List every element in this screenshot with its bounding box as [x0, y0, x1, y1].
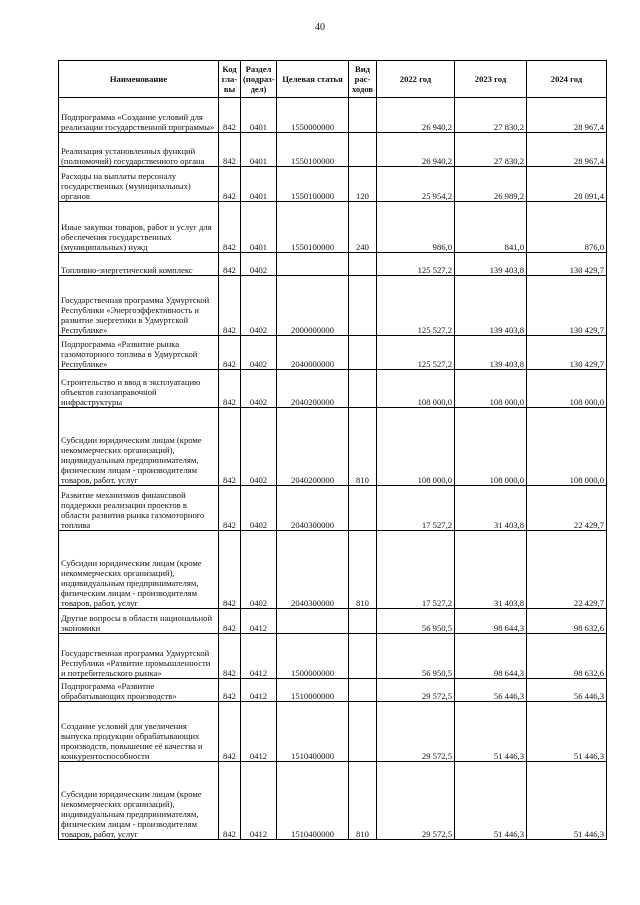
cell-name: Государственная программа Удмуртской Республики «Развитие промышленности и потребительского рынка» [59, 634, 219, 679]
cell-expense [349, 98, 377, 133]
cell-name: Государственная программа Удмуртской Республики «Энергоэффективность и развитие энергетики в Удмуртской Республике» [59, 276, 219, 336]
cell-name: Иные закупки товаров, работ и услуг для обеспечения государственных (муниципальных) нужд [59, 202, 219, 253]
table-row [59, 531, 607, 609]
cell-name: Расходы на выплаты персоналу государственных (муниципальных) органов [59, 167, 219, 202]
cell-2022: 29 572,5 [377, 679, 455, 702]
cell-target: 2040200000 [277, 408, 349, 486]
cell-section: 0412 [241, 762, 277, 840]
cell-expense [349, 276, 377, 336]
table-row [59, 202, 607, 253]
table-row [59, 336, 607, 370]
cell-section: 0401 [241, 202, 277, 253]
cell-name: Строительство и ввод в эксплуатацию объектов газозаправочной инфраструктуры [59, 370, 219, 408]
cell-2023: 139 403,8 [455, 276, 527, 336]
cell-name: Создание условий для увеличения выпуска продукции обрабатывающих производств, повышение её качества и конкурентоспособности [59, 702, 219, 762]
cell-2024: 108 000,0 [527, 370, 607, 408]
cell-target: 1510000000 [277, 679, 349, 702]
table-row [59, 370, 607, 408]
cell-2023: 51 446,3 [455, 702, 527, 762]
cell-target: 1550100000 [277, 202, 349, 253]
cell-2023: 51 446,3 [455, 762, 527, 840]
cell-2022: 56 950,5 [377, 609, 455, 634]
cell-section: 0401 [241, 133, 277, 167]
cell-expense [349, 336, 377, 370]
cell-2024: 130 429,7 [527, 276, 607, 336]
cell-code: 842 [219, 370, 241, 408]
cell-2023: 31 403,8 [455, 531, 527, 609]
cell-expense [349, 702, 377, 762]
cell-section: 0402 [241, 486, 277, 531]
cell-target: 1510400000 [277, 762, 349, 840]
cell-2024: 28 091,4 [527, 167, 607, 202]
cell-expense: 120 [349, 167, 377, 202]
cell-expense: 810 [349, 408, 377, 486]
cell-section: 0402 [241, 370, 277, 408]
cell-2023: 108 000,0 [455, 408, 527, 486]
table-row [59, 276, 607, 336]
cell-code: 842 [219, 702, 241, 762]
cell-section: 0401 [241, 167, 277, 202]
cell-2024: 130 429,7 [527, 253, 607, 276]
header-2023: 2023 год [455, 61, 527, 98]
cell-2023: 31 403,8 [455, 486, 527, 531]
cell-2022: 125 527,2 [377, 336, 455, 370]
header-expense: Вид рас- ходов [349, 61, 377, 98]
cell-expense [349, 634, 377, 679]
cell-name: Развитие механизмов финансовой поддержки реализации проектов в области развития рынка газомоторного топлива [59, 486, 219, 531]
cell-2022: 986,0 [377, 202, 455, 253]
cell-target: 2040000000 [277, 336, 349, 370]
cell-section: 0401 [241, 98, 277, 133]
cell-2022: 17 527,2 [377, 486, 455, 531]
header-code: Код гла- вы [219, 61, 241, 98]
cell-section: 0402 [241, 336, 277, 370]
cell-name: Топливно-энергетический комплекс [59, 253, 219, 276]
cell-target: 1550100000 [277, 133, 349, 167]
cell-section: 0402 [241, 253, 277, 276]
table-row [59, 634, 607, 679]
cell-2023: 98 644,3 [455, 634, 527, 679]
table-body [59, 98, 607, 840]
cell-code: 842 [219, 253, 241, 276]
cell-2023: 139 403,8 [455, 336, 527, 370]
cell-2022: 26 940,2 [377, 133, 455, 167]
cell-target [277, 253, 349, 276]
cell-expense: 810 [349, 531, 377, 609]
cell-code: 842 [219, 634, 241, 679]
cell-name: Другие вопросы в области национальной экономики [59, 609, 219, 634]
cell-expense [349, 253, 377, 276]
cell-2023: 27 830,2 [455, 133, 527, 167]
table-row [59, 762, 607, 840]
cell-name: Подпрограмма «Развитие обрабатывающих производств» [59, 679, 219, 702]
cell-code: 842 [219, 679, 241, 702]
page-number: 40 [315, 22, 325, 33]
cell-code: 842 [219, 336, 241, 370]
cell-expense [349, 486, 377, 531]
cell-2024: 28 967,4 [527, 133, 607, 167]
cell-code: 842 [219, 98, 241, 133]
cell-section: 0402 [241, 276, 277, 336]
table-row [59, 408, 607, 486]
cell-2023: 27 830,2 [455, 98, 527, 133]
table-row [59, 98, 607, 133]
cell-target: 1510400000 [277, 702, 349, 762]
cell-section: 0402 [241, 408, 277, 486]
table-header [59, 61, 607, 98]
cell-section: 0412 [241, 609, 277, 634]
table-row [59, 253, 607, 276]
cell-2024: 51 446,3 [527, 702, 607, 762]
cell-expense [349, 133, 377, 167]
table-row [59, 702, 607, 762]
cell-2023: 841,0 [455, 202, 527, 253]
header-target: Целевая статья [277, 61, 349, 98]
cell-expense [349, 679, 377, 702]
cell-2024: 51 446,3 [527, 762, 607, 840]
table-row [59, 679, 607, 702]
cell-target: 2000000000 [277, 276, 349, 336]
cell-2023: 56 446,3 [455, 679, 527, 702]
cell-2023: 98 644,3 [455, 609, 527, 634]
cell-code: 842 [219, 202, 241, 253]
cell-2022: 29 572,5 [377, 762, 455, 840]
cell-name: Реализация установленных функций (полномочий) государственного органа [59, 133, 219, 167]
cell-name: Подпрограмма «Развитие рынка газомоторного топлива в Удмуртской Республике» [59, 336, 219, 370]
table-row [59, 486, 607, 531]
cell-section: 0402 [241, 531, 277, 609]
cell-target: 2040200000 [277, 370, 349, 408]
header-section: Раздел (подраз- дел) [241, 61, 277, 98]
cell-2024: 98 632,6 [527, 609, 607, 634]
cell-2022: 17 527,2 [377, 531, 455, 609]
cell-2023: 26 989,2 [455, 167, 527, 202]
cell-name: Субсидии юридическим лицам (кроме некоммерческих организаций), индивидуальным предпринимателям, физическим лицам - производителям товаров, работ, услуг [59, 762, 219, 840]
cell-name: Субсидии юридическим лицам (кроме некоммерческих организаций), индивидуальным предпринимателям, физическим лицам - производителям товаров, работ, услуг [59, 408, 219, 486]
cell-expense: 240 [349, 202, 377, 253]
cell-2024: 130 429,7 [527, 336, 607, 370]
table-row [59, 609, 607, 634]
cell-2022: 29 572,5 [377, 702, 455, 762]
budget-table [58, 60, 607, 840]
cell-2024: 22 429,7 [527, 486, 607, 531]
cell-2022: 125 527,2 [377, 276, 455, 336]
cell-section: 0412 [241, 702, 277, 762]
cell-expense: 810 [349, 762, 377, 840]
cell-code: 842 [219, 167, 241, 202]
cell-2023: 108 000,0 [455, 370, 527, 408]
cell-2024: 56 446,3 [527, 679, 607, 702]
cell-code: 842 [219, 762, 241, 840]
cell-2022: 108 000,0 [377, 370, 455, 408]
cell-target: 1550100000 [277, 167, 349, 202]
cell-section: 0412 [241, 634, 277, 679]
cell-2022: 26 940,2 [377, 98, 455, 133]
cell-target: 1550000000 [277, 98, 349, 133]
cell-expense [349, 370, 377, 408]
cell-code: 842 [219, 408, 241, 486]
cell-2024: 28 967,4 [527, 98, 607, 133]
header-2024: 2024 год [527, 61, 607, 98]
cell-target: 1500000000 [277, 634, 349, 679]
cell-target [277, 609, 349, 634]
header-name: Наименование [59, 61, 219, 98]
cell-2024: 108 000,0 [527, 408, 607, 486]
cell-target: 2040300000 [277, 531, 349, 609]
cell-target: 2040300000 [277, 486, 349, 531]
cell-2022: 25 954,2 [377, 167, 455, 202]
cell-code: 842 [219, 486, 241, 531]
cell-2023: 139 403,8 [455, 253, 527, 276]
cell-name: Подпрограмма «Создание условий для реализации государственной программы» [59, 98, 219, 133]
cell-section: 0412 [241, 679, 277, 702]
cell-code: 842 [219, 531, 241, 609]
cell-2022: 108 000,0 [377, 408, 455, 486]
cell-code: 842 [219, 276, 241, 336]
table-row [59, 133, 607, 167]
cell-expense [349, 609, 377, 634]
cell-2024: 98 632,6 [527, 634, 607, 679]
table-row [59, 167, 607, 202]
cell-2024: 876,0 [527, 202, 607, 253]
cell-2024: 22 429,7 [527, 531, 607, 609]
cell-name: Субсидии юридическим лицам (кроме некоммерческих организаций), индивидуальным предпринимателям, физическим лицам - производителям товаров, работ, услуг [59, 531, 219, 609]
cell-code: 842 [219, 133, 241, 167]
header-2022: 2022 год [377, 61, 455, 98]
cell-2022: 125 527,2 [377, 253, 455, 276]
cell-2022: 56 950,5 [377, 634, 455, 679]
cell-code: 842 [219, 609, 241, 634]
